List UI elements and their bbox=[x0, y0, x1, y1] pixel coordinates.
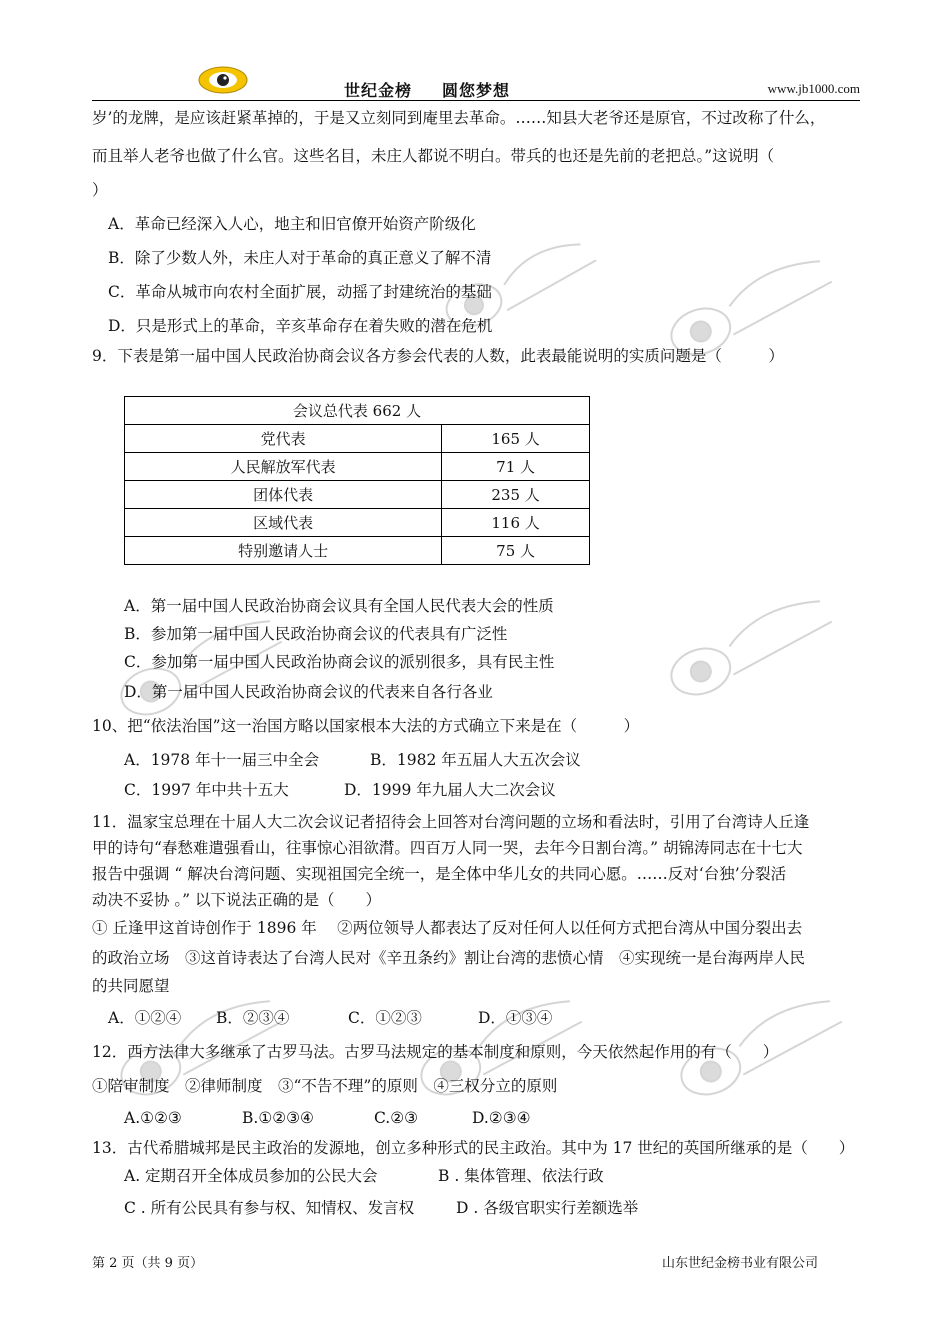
table-title-row bbox=[125, 397, 590, 425]
q8-continuation-1: 岁’的龙牌，是应该赶紧革掉的，于是又立刻同到庵里去革命。……知县大老爷还是原官，不过改称了什么， bbox=[92, 109, 826, 127]
slogan-right: 圆您梦想 bbox=[442, 81, 511, 100]
q11-line-1: 11．温家宝总理在十届人大二次会议记者招待会上回答对台湾问题的立场和看法时，引用了台湾诗人丘逢 bbox=[92, 813, 810, 831]
table-cell-label: 团体代表 bbox=[125, 481, 442, 509]
table-cell-label: 党代表 bbox=[125, 425, 442, 453]
table-cell-value: 71 人 bbox=[442, 453, 590, 481]
table-cell-value: 75 人 bbox=[442, 537, 590, 565]
table-row bbox=[125, 425, 590, 453]
q13-option-a: A. 定期召开全体成员参加的公民大会 bbox=[124, 1167, 378, 1185]
q9-option-d: D．第一届中国人民政治协商会议的代表来自各行各业 bbox=[124, 683, 493, 701]
table-cell-value: 165 人 bbox=[442, 425, 590, 453]
table-cell-value: 235 人 bbox=[442, 481, 590, 509]
q9-option-a: A．第一届中国人民政治协商会议具有全国人民代表大会的性质 bbox=[124, 597, 554, 615]
q11-option-a: A．①②④ bbox=[108, 1009, 182, 1027]
table-cell-label: 人民解放军代表 bbox=[125, 453, 442, 481]
q11-line-2: 甲的诗句“春愁难遣强看山，往事惊心泪欲潸。四百万人同一哭，去年今日割台湾。” 胡锦涛同志在十七大 bbox=[92, 839, 803, 857]
q10-option-b: B．1982 年五届人大五次会议 bbox=[370, 751, 581, 769]
q12-option-a: A.①②③ bbox=[124, 1109, 182, 1127]
q13-option-b: B . 集体管理、依法行政 bbox=[438, 1167, 604, 1185]
q8-option-b: B．除了少数人外，未庄人对于革命的真正意义了解不清 bbox=[108, 249, 492, 267]
q11-line-3: 报告中强调 “ 解决台湾问题、实现祖国完全统一，是全体中华儿女的共同心愿。……反对‘台独’分裂活 bbox=[92, 865, 787, 883]
q10-option-c: C．1997 年中共十五大 bbox=[124, 781, 289, 799]
q8-continuation-2: 而且举人老爷也做了什么官。这些名目，未庄人都说不明白。带兵的也还是先前的老把总。”这说明（ bbox=[92, 147, 775, 165]
watermark-logo bbox=[650, 590, 850, 700]
footer-page-number: 第 2 页（共 9 页） bbox=[92, 1256, 204, 1271]
q10-stem: 10、把“依法治国”这一治国方略以国家根本大法的方式确立下来是在（ ） bbox=[92, 717, 640, 735]
q10-option-a: A．1978 年十一届三中全会 bbox=[124, 751, 320, 769]
slogan-left: 世纪金榜 bbox=[344, 81, 413, 100]
q8-continuation-3: ） bbox=[92, 181, 108, 199]
q12-option-b: B.①②③④ bbox=[242, 1109, 314, 1127]
q13-option-c: C . 所有公民具有参与权、知情权、发言权 bbox=[124, 1199, 415, 1217]
header-slogan bbox=[344, 78, 510, 101]
eye-logo-icon bbox=[197, 65, 249, 95]
header-site-url: www.jb1000.com bbox=[767, 81, 860, 96]
q11-option-d: D．①③④ bbox=[478, 1009, 553, 1027]
q8-option-d: D．只是形式上的革命，辛亥革命存在着失败的潜在危机 bbox=[108, 317, 493, 335]
footer-company: 山东世纪金榜书业有限公司 bbox=[662, 1256, 819, 1271]
q12-items: ①陪审制度 ②律师制度 ③“不告不理”的原则 ④三权分立的原则 bbox=[92, 1077, 558, 1095]
q11-line-5: ① 丘逢甲这首诗创作于 1896 年 ②两位领导人都表达了反对任何人以任何方式把台湾从中国分裂出去 bbox=[92, 919, 803, 937]
q9-option-b: B．参加第一届中国人民政治协商会议的代表具有广泛性 bbox=[124, 625, 508, 643]
q8-option-c: C．革命从城市向农村全面扩展，动摇了封建统治的基础 bbox=[108, 283, 492, 301]
q11-option-c: C．①②③ bbox=[348, 1009, 422, 1027]
q13-stem: 13．古代希腊城邦是民主政治的发源地，创立多种形式的民主政治。其中为 17 世纪的英国所继承的是（ ） bbox=[92, 1139, 855, 1157]
q11-line-6: 的政治立场 ③这首诗表达了台湾人民对《辛丑条约》割让台湾的悲愤心情 ④实现统一是台海两岸人民 bbox=[92, 949, 806, 967]
q11-line-4: 动决不妥协 。” 以下说法正确的是（ ） bbox=[92, 891, 382, 909]
q12-option-d: D.②③④ bbox=[472, 1109, 531, 1127]
q9-option-c: C．参加第一届中国人民政治协商会议的派别很多，具有民主性 bbox=[124, 653, 555, 671]
q12-option-c: C.②③ bbox=[374, 1109, 419, 1127]
table-cell-label: 特别邀请人士 bbox=[125, 537, 442, 565]
q11-option-b: B．②③④ bbox=[216, 1009, 290, 1027]
q11-line-7: 的共同愿望 bbox=[92, 977, 170, 995]
table-cell-value: 116 人 bbox=[442, 509, 590, 537]
q10-option-d: D．1999 年九届人大二次会议 bbox=[344, 781, 556, 799]
q9-stem: 9．下表是第一届中国人民政治协商会议各方参会代表的人数，此表最能说明的实质问题是（ ） bbox=[92, 347, 784, 365]
table-cell-label: 区域代表 bbox=[125, 509, 442, 537]
table-row bbox=[125, 453, 590, 481]
q12-stem: 12．西方法律大多继承了古罗马法。古罗马法规定的基本制度和原则，今天依然起作用的有（ ） bbox=[92, 1043, 779, 1061]
page-header bbox=[92, 68, 860, 101]
table-title: 会议总代表 662 人 bbox=[125, 397, 590, 425]
q8-option-a: A．革命已经深入人心，地主和旧官僚开始资产阶级化 bbox=[108, 215, 476, 233]
delegates-table bbox=[124, 396, 590, 565]
table-row bbox=[125, 481, 590, 509]
watermark-logo bbox=[650, 250, 850, 360]
table-row bbox=[125, 537, 590, 565]
q13-option-d: D . 各级官职实行差额选举 bbox=[456, 1199, 639, 1217]
table-row bbox=[125, 509, 590, 537]
